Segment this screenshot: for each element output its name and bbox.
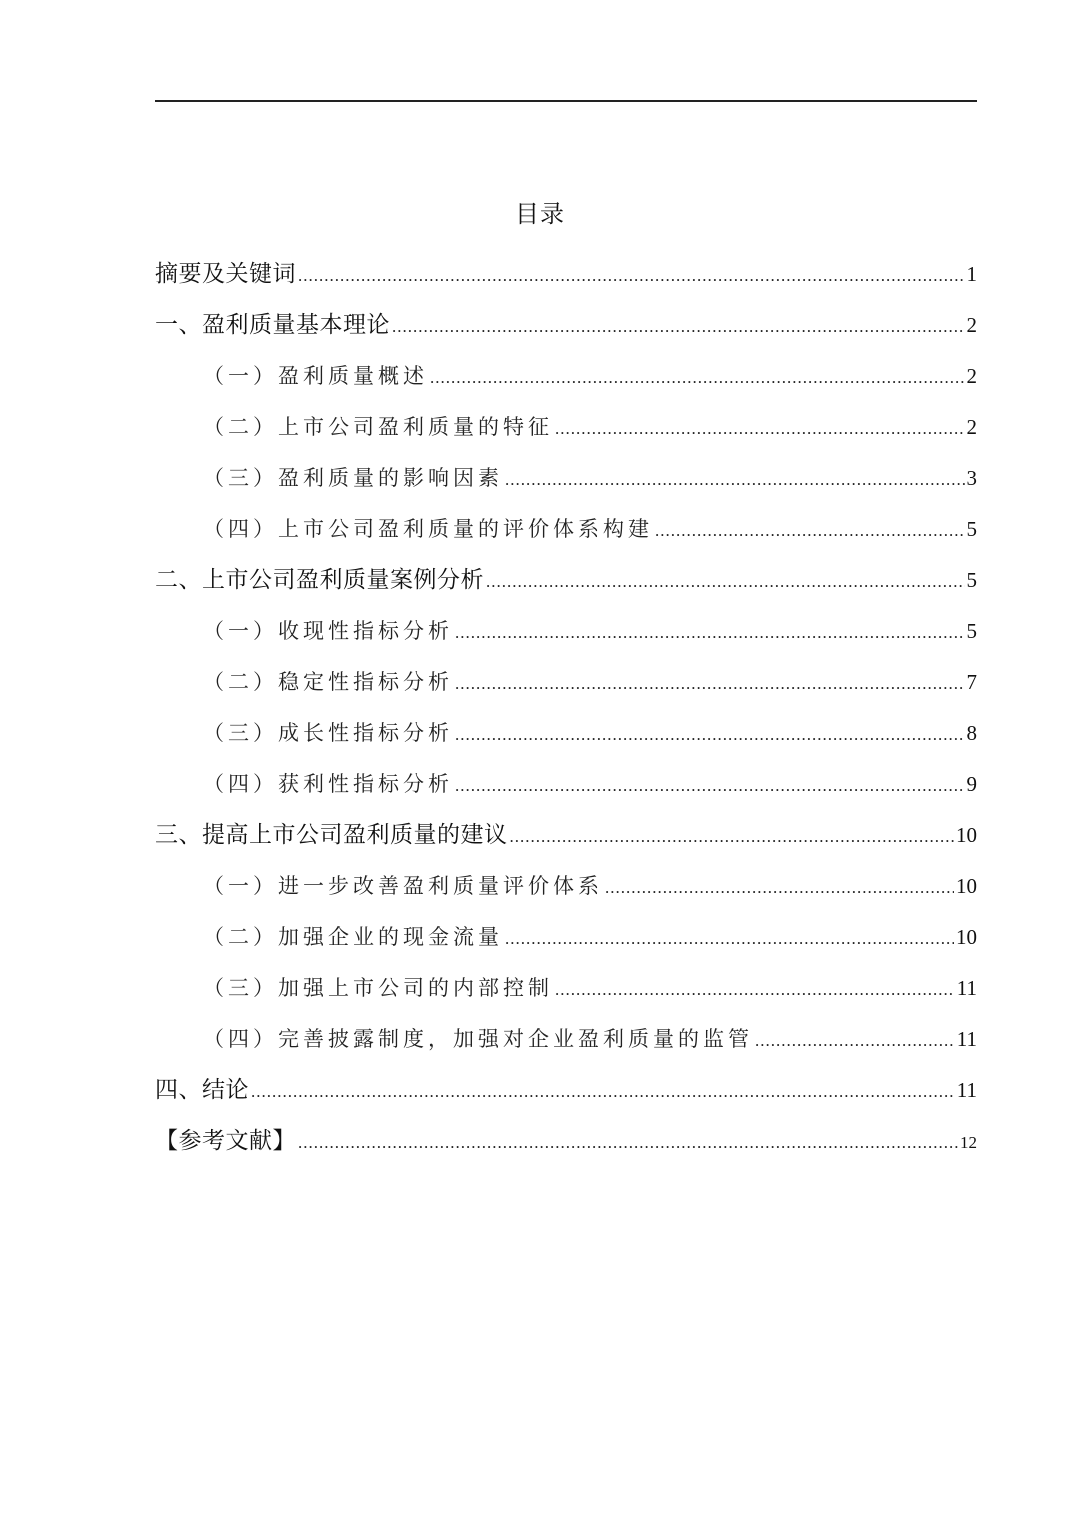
toc-entry-label: （三）加强上市公司的内部控制 xyxy=(203,976,553,1000)
toc-entry-page: 2 xyxy=(966,415,977,439)
toc-dot-leader xyxy=(298,256,965,296)
toc-entry-label: （二）上市公司盈利质量的特征 xyxy=(203,415,553,439)
toc-entry-page: 10 xyxy=(956,823,977,847)
toc-entry-page: 5 xyxy=(966,619,977,643)
toc-entry[interactable] xyxy=(155,356,977,407)
toc-entry[interactable] xyxy=(155,968,977,1019)
toc-entry[interactable] xyxy=(155,560,977,611)
toc-entry-page: 5 xyxy=(966,517,977,541)
toc-dot-leader xyxy=(605,868,954,908)
toc-dot-leader xyxy=(455,664,965,704)
toc-entry-page: 2 xyxy=(966,313,977,337)
toc-dot-leader xyxy=(298,1123,958,1163)
toc-title: 目录 xyxy=(515,200,565,228)
toc-entry[interactable] xyxy=(155,611,977,662)
toc-entry[interactable] xyxy=(155,866,977,917)
toc-entry[interactable] xyxy=(155,305,977,356)
toc-dot-leader xyxy=(755,1021,955,1061)
toc-entry-label: 二、上市公司盈利质量案例分析 xyxy=(155,567,484,593)
toc-entry[interactable] xyxy=(155,458,977,509)
toc-entry-page: 5 xyxy=(966,568,977,592)
toc-entry-label: （三）成长性指标分析 xyxy=(203,721,453,745)
toc-entry[interactable] xyxy=(155,764,977,815)
toc-entry-label: （一）进一步改善盈利质量评价体系 xyxy=(203,874,603,898)
toc-dot-leader xyxy=(430,358,965,398)
toc-entry[interactable] xyxy=(155,713,977,764)
toc-entry-label: （四）完善披露制度，加强对企业盈利质量的监管 xyxy=(203,1027,753,1051)
toc-entry-page: 2 xyxy=(966,364,977,388)
toc-entry[interactable] xyxy=(155,407,977,458)
toc-entry-label: 三、提高上市公司盈利质量的建议 xyxy=(155,822,508,848)
toc-entry[interactable] xyxy=(155,662,977,713)
toc-entry[interactable] xyxy=(155,254,977,305)
toc-entry[interactable] xyxy=(155,1019,977,1070)
toc-entry-page: 10 xyxy=(956,874,977,898)
toc-dot-leader xyxy=(505,460,965,500)
toc-entry-label: 四、结论 xyxy=(155,1077,249,1103)
toc-entry-label: （四）获利性指标分析 xyxy=(203,772,453,796)
toc-dot-leader xyxy=(251,1072,955,1112)
toc-dot-leader xyxy=(655,511,965,551)
toc-entry-page: 10 xyxy=(956,925,977,949)
toc-dot-leader xyxy=(555,970,955,1010)
toc-entry-page: 1 xyxy=(966,262,977,286)
toc-entry-page: 8 xyxy=(966,721,977,745)
toc-entry-label: （一）盈利质量概述 xyxy=(203,364,428,388)
toc-entry-label: （一）收现性指标分析 xyxy=(203,619,453,643)
toc-dot-leader xyxy=(392,307,965,347)
toc-entry[interactable] xyxy=(155,509,977,560)
table-of-contents xyxy=(155,254,977,1172)
header-rule xyxy=(155,100,977,102)
toc-entry-page: 12 xyxy=(960,1133,977,1152)
toc-dot-leader xyxy=(555,409,965,449)
toc-entry-page: 11 xyxy=(956,1078,977,1102)
toc-entry[interactable] xyxy=(155,1121,977,1172)
toc-entry-label: （三）盈利质量的影响因素 xyxy=(203,466,503,490)
toc-entry-label: （二）加强企业的现金流量 xyxy=(203,925,503,949)
toc-entry-page: 11 xyxy=(956,976,977,1000)
toc-entry-label: 一、盈利质量基本理论 xyxy=(155,312,390,338)
toc-entry[interactable] xyxy=(155,1070,977,1121)
toc-dot-leader xyxy=(455,715,965,755)
toc-dot-leader xyxy=(486,562,965,602)
toc-dot-leader xyxy=(510,817,955,857)
toc-entry-label: 摘要及关键词 xyxy=(155,261,296,287)
toc-entry[interactable] xyxy=(155,917,977,968)
toc-entry-page: 3 xyxy=(966,466,977,490)
toc-entry-page: 9 xyxy=(966,772,977,796)
toc-dot-leader xyxy=(505,919,954,959)
toc-entry-label: （二）稳定性指标分析 xyxy=(203,670,453,694)
toc-entry[interactable] xyxy=(155,815,977,866)
toc-dot-leader xyxy=(455,766,965,806)
toc-entry-label: （四）上市公司盈利质量的评价体系构建 xyxy=(203,517,653,541)
toc-entry-label: 【参考文献】 xyxy=(155,1128,296,1154)
toc-entry-page: 7 xyxy=(966,670,977,694)
toc-dot-leader xyxy=(455,613,965,653)
toc-entry-page: 11 xyxy=(956,1027,977,1051)
